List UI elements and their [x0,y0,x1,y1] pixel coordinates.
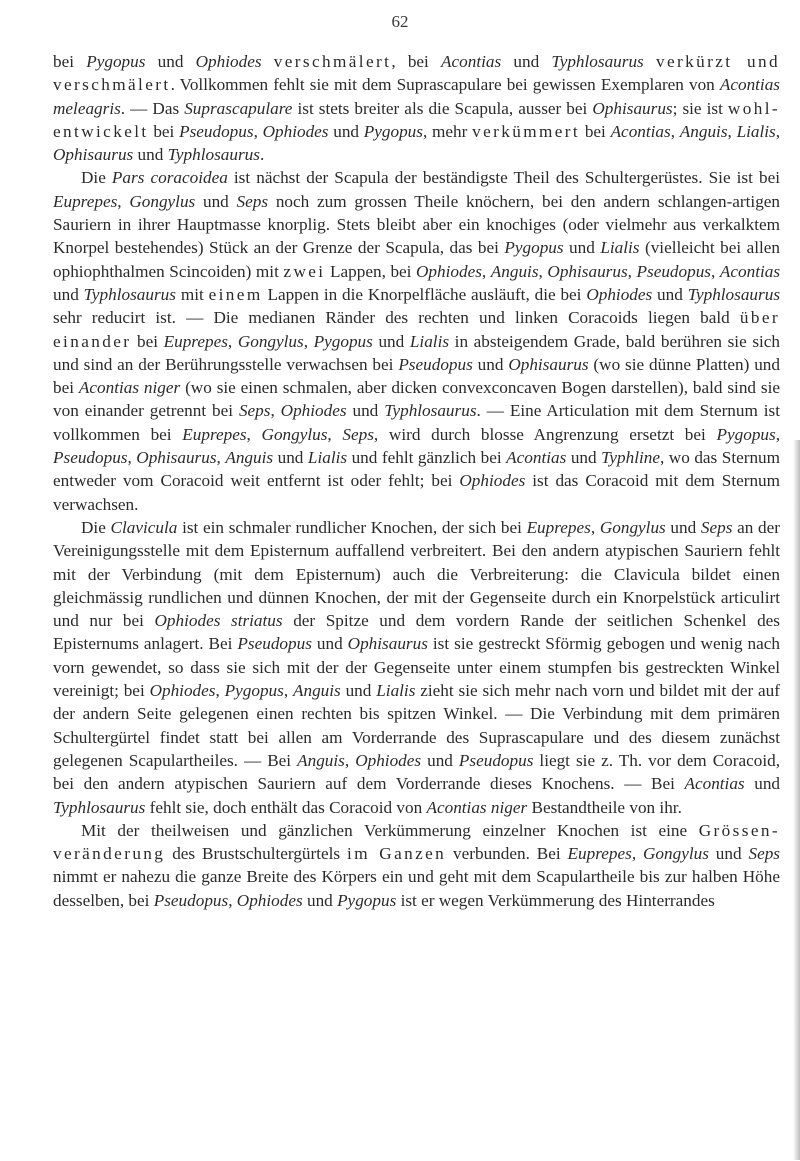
taxon-name: Pseudopus [398,354,473,374]
text-run: und [346,401,385,421]
taxon-name: Ophiodes [236,890,303,910]
spaced-emphasis: verschmälert [273,52,392,71]
taxon-name: Anguis [225,448,274,468]
text-run: und [708,844,749,864]
text-run: ist das Coracoid mit dem Sternum verwachsen. [53,471,781,514]
text-run: , [303,331,314,351]
text-run: Die [81,168,112,188]
text-run: , [670,121,680,141]
text-run: Die [81,517,111,537]
page-number: 62 [391,12,409,31]
taxon-name: Euprepes [567,844,632,864]
spaced-emphasis: verkümmert [472,121,581,141]
taxon-name: Acontias [684,774,745,794]
spaced-emphasis: Grössen-veränderung [53,820,780,864]
text-run: , bei [391,52,442,71]
taxon-name: Gongylus [643,844,709,864]
text-run: ist sie gestreckt Sförmig gebogen und wenig nach vorn gewendet, so dass sie sich mit der der Gegenseite unter einem stumpfen bis gestreckten Winkel vereinigt; bei [53,634,780,701]
text-run: mit [175,284,209,304]
taxon-name: Seps [342,424,374,444]
taxon-name: Ophiodes [195,52,262,71]
text-run: und [372,331,410,351]
text-run: und [273,448,308,468]
paragraph [53,516,780,819]
text-run: des Brustschultergürtels [165,844,348,864]
taxon-name: Anguis [292,681,341,701]
text-run: , [216,448,226,468]
text-run: bei [580,121,611,141]
paragraph [53,819,780,912]
taxon-name: Ophiodes [416,261,482,281]
text-run: . [259,145,265,165]
text-run: und [566,448,602,468]
text-run: liegt sie z. Th. vor dem Coracoid, bei den andern atypischen Sauriern auf dem Vorderrande dieses Knochens. — Bei [53,750,781,794]
text-run: zieht sie sich mehr nach vorn und bildet mit der auf der andern Seite gelegenen einen rechten bis spitzen Winkel. — Die Verbindung mit dem primären Schultergürtel findet statt bei allen am Vorderrande des Suprascapulare und des diesem zunächst gelegenen Scapulartheiles. — Bei [53,681,780,770]
taxon-name: Seps [700,517,733,537]
paragraph [53,166,780,515]
text-run: und [133,145,168,165]
text-run: der Spitze und dem vordern Rande der seitlichen Schenkel des Episternums anlagert. Bei [53,611,780,654]
text-run: Lappen, bei [325,261,417,281]
text-run: ist er wegen Verkümmerung des Hinterrandes [396,890,715,910]
text-run: und [652,284,688,304]
taxon-name: Seps [238,401,271,421]
taxon-name: Ophiodes [262,121,329,141]
text-run: nimmt er nahezu die ganze Breite des Körpers ein und geht mit dem Scapulartheile bis zur halben Höhe desselben, bei [53,867,780,910]
text-run: , [117,191,130,211]
taxon-name: Acontias [441,52,502,71]
text-run: und [302,890,338,910]
text-run: , wo das Sternum entweder vom Coracoid weit entfernt ist oder fehlt; bei [53,448,781,491]
text-run: und [145,52,196,71]
text-run: , [590,517,600,537]
text-run: und [665,517,701,537]
text-run: ist ein schmaler rundlicher Knochen, der sich bei [177,517,527,537]
text-run: (vielleicht bei allen ophiophthalmen Scincoiden) mit [53,238,781,281]
taxon-name: Pseudopus [636,261,711,281]
taxon-name: Anguis [490,261,539,281]
taxon-name: Pygopus [224,681,284,701]
taxon-name: Typhlosaurus [83,284,176,304]
taxon-name: Lialis [600,238,640,258]
taxon-name: Pseudopus [458,750,534,770]
text-run: Bestandtheile von ihr. [527,797,682,817]
text-run: , mehr [422,121,473,141]
taxon-name: Gongylus [129,191,196,211]
text-run: , [246,424,262,444]
taxon-name: Euprepes [163,331,228,351]
text-run: , [727,121,737,141]
text-run: , [127,448,137,468]
taxon-name: Ophisaurus [347,634,428,654]
text-run: . — Eine Articulation mit dem Sternum ist vollkommen bei [53,401,781,444]
taxon-name: Pars coracoidea [111,168,228,188]
taxon-name: Euprepes [53,191,118,211]
spaced-emphasis: über einander [53,308,780,351]
taxon-name: Typhlosaurus [53,797,146,817]
taxon-name: Ophisaurus [592,98,673,118]
taxon-name: Ophiodes [355,750,422,770]
taxon-name: Typhlosaurus [687,284,781,304]
spaced-emphasis: verkürzt und verschmälert [53,52,781,95]
text-run: und [501,52,552,71]
text-run: , [481,261,491,281]
taxon-name: Lialis [736,121,776,141]
taxon-name: Acontias [719,261,781,281]
taxon-name: Clavicula [110,517,178,537]
text-run: Lappen in die Knorpelfläche ausläuft, die bei [262,284,587,304]
taxon-name: Pseudopus [53,448,128,468]
text-run: und [195,191,237,211]
text-run: , [775,424,780,444]
taxon-name: Euprepes [526,517,591,537]
taxon-name: Acontias [506,448,567,468]
text-run: , [538,261,548,281]
text-run: , [227,331,238,351]
spaced-emphasis: einem [208,284,263,304]
text-run [644,52,656,71]
text-run: und [53,284,84,304]
text-run: ist stets breiter als die Scapula, ausser bei [292,98,593,118]
page-edge-shadow [793,440,800,1160]
text-run: noch zum grossen Theile knöchern, bei den andern schlangen-artigen Sauriern in ihrer Hauptmasse knorplig. Stets bleibt aber ein knochiges (oder vielmehr aus verkalktem Knorpel bestehendes) Stück an der Grenze der Scapula, das bei [53,191,781,258]
text-run: und [563,238,601,258]
taxon-name: Acontias meleagris [53,75,780,118]
taxon-name: Suprascapulare [184,98,293,118]
text-run: , [631,844,644,864]
text-run: (wo sie einen schmalen, aber dicken convexconcaven Bogen darstellen), bald sind sie von einander getrennt bei [53,378,780,421]
body-text [53,50,780,912]
text-run: und [472,354,509,374]
text-run: an der Vereinigungsstelle mit dem Episternum auffallend verbreitert. Bei den andern atypischen Sauriern fehlt mit der Verbindung (mit dem Episternum) auch die Verbreiterung: die Clavicula bildet einen gleichmässig rundlichen und dünnen Knochen, der mit der Gegenseite durch ein Knorpelstück articulirt und nur bei [53,517,781,631]
text-run: bei [131,331,164,351]
text-run: und [328,121,364,141]
text-run: , [253,121,263,141]
text-run: verbunden. Bei [446,844,568,864]
taxon-name: Pseudopus [237,634,312,654]
text-run: ist nächst der Scapula der beständigste Theil des Schultergerüstes. Sie ist bei [227,168,780,188]
text-run: und [340,681,377,701]
text-run [262,52,274,71]
taxon-name: Ophisaurus [53,145,134,165]
taxon-name: Pygopus [313,331,373,351]
spaced-emphasis: wohl-entwickelt [53,98,781,141]
taxon-name: Ophiodes [280,401,347,421]
spaced-emphasis: im Ganzen [347,844,447,864]
text-run: und [744,774,781,794]
text-run: (wo sie dünne Platten) und bei [53,354,780,398]
taxon-name: Acontias niger [426,797,528,817]
text-run: . Vollkommen fehlt sie mit dem Suprascapulare bei gewissen Exemplaren von [170,75,720,95]
taxon-name: Ophisaurus [136,448,217,468]
taxon-name: Ophiodes [459,471,526,491]
taxon-name: Lialis [376,681,416,701]
taxon-name: Gongylus [237,331,304,351]
taxon-name: Pygopus [504,238,564,258]
taxon-name: Seps [748,844,780,864]
text-run: , [283,681,293,701]
taxon-name: Ophisaurus [508,354,589,374]
taxon-name: Typhline [601,448,660,468]
text-run: , wird durch blosse Angrenzung ersetzt bei [373,424,717,444]
text-run: , [344,750,356,770]
taxon-name: Lialis [307,448,348,468]
taxon-name: Lialis [409,331,450,351]
taxon-name: Ophiodes [149,681,216,701]
taxon-name: Pygopus [716,424,776,444]
text-run: . — Das [120,98,185,118]
text-run: Mit der theilweisen und gänzlichen Verkümmerung einzelner Knochen ist eine [81,820,699,840]
text-run: ; sie ist [672,98,728,118]
text-run: , [228,890,237,910]
taxon-name: Pygopus [86,52,146,71]
text-run: und [421,750,459,770]
taxon-name: Ophiodes striatus [154,611,283,631]
text-run: fehlt sie, doch enthält das Coracoid von [145,797,427,817]
text-run: , [215,681,225,701]
text-run: sehr reducirt ist. — Die medianen Ränder des rechten und linken Coracoids liegen bald [53,308,740,328]
taxon-name: Typhlosaurus [384,401,477,421]
text-run: bei [148,121,180,141]
taxon-name: Ophiodes [586,284,653,304]
taxon-name: Pygopus [337,890,397,910]
taxon-name: Acontias [610,121,671,141]
text-run: und fehlt gänzlich bei [347,448,507,468]
taxon-name: Anguis [297,750,345,770]
text-run: , [627,261,637,281]
paragraph [53,50,780,166]
text-run: , [775,121,781,141]
taxon-name: Euprepes [182,424,247,444]
taxon-name: Gongylus [261,424,328,444]
spaced-emphasis: zwei [283,261,326,281]
taxon-name: Ophisaurus [547,261,628,281]
taxon-name: Gongylus [599,517,666,537]
taxon-name: Typhlosaurus [551,52,644,71]
taxon-name: Typhlosaurus [167,145,260,165]
text-run: in absteigendem Grade, bald berühren sie sich und sind an der Berührungsstelle verwachsen bei [53,331,781,374]
taxon-name: Pseudopus [179,121,254,141]
taxon-name: Seps [236,191,269,211]
taxon-name: Anguis [679,121,728,141]
taxon-name: Pseudopus [153,890,229,910]
taxon-name: Acontias niger [78,378,181,398]
text-run: , [711,261,720,281]
taxon-name: Pygopus [363,121,423,141]
text-run: und [311,634,348,654]
text-run: , [327,424,343,444]
text-run: , [270,401,281,421]
text-run: bei [53,52,87,71]
